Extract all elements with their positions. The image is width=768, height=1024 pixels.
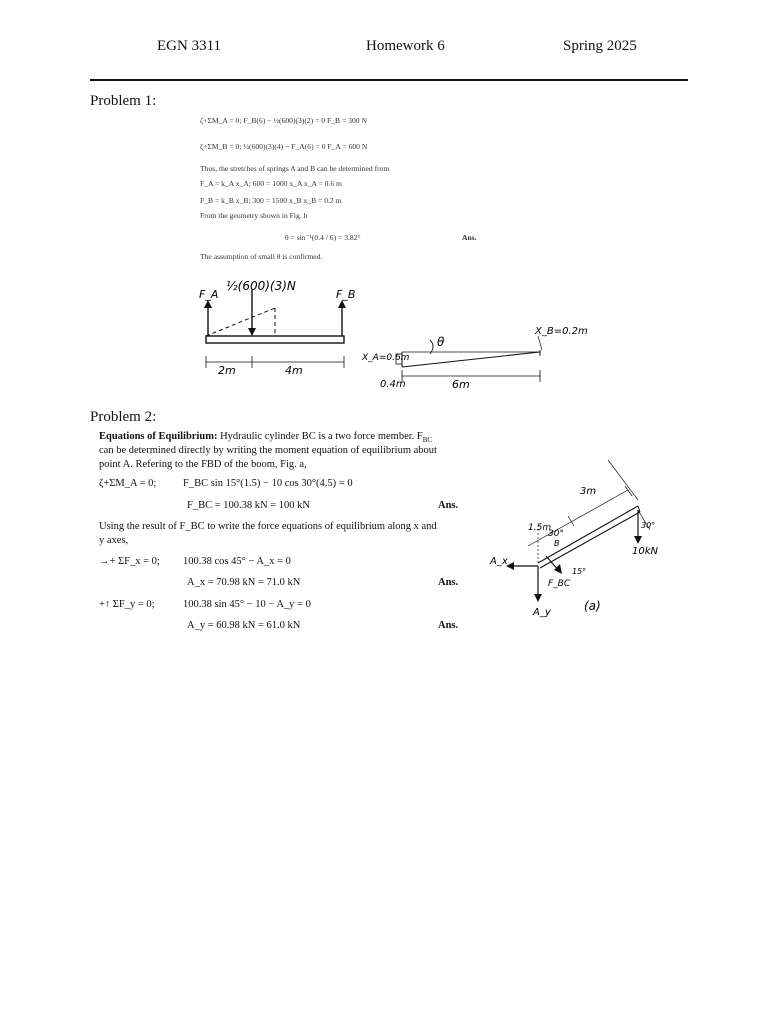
- p1-line-8: The assumption of small θ is confirmed.: [200, 252, 323, 261]
- fa-arrowhead: [204, 300, 212, 308]
- fb-arrowhead: [338, 300, 346, 308]
- angle-30-left: 30°: [548, 529, 564, 539]
- p2-intro-sub: BC: [422, 436, 433, 445]
- p2-eq2-left: →+ ΣF_x = 0;: [99, 556, 160, 567]
- p2-intro-line-1: [99, 431, 432, 444]
- p2-eq3-result: A_y = 60.98 kN = 61.0 kN: [187, 620, 301, 631]
- dim-04m: 0.4m: [380, 379, 406, 390]
- p1-line-5: F_B = k_B x_B; 300 = 1500 x_B x_B = 0.2 m: [200, 196, 342, 205]
- p1-line-3: Thus, the stretches of springs A and B can be determined from: [200, 164, 390, 173]
- p1-ans-label: Ans.: [462, 233, 477, 242]
- dim-6m: 6m: [452, 378, 470, 391]
- problem1-heading: Problem 1:: [90, 93, 157, 109]
- problem1-figure: [190, 272, 588, 392]
- p2-intro-rest: Hydraulic cylinder BC is a two force member. F: [217, 431, 423, 442]
- p2-using-line-1: Using the result of F_BC to write the force equations of equilibrium along x and: [99, 521, 437, 532]
- p2-eq1-left: ζ+ΣM_A = 0;: [99, 478, 157, 489]
- p1-line-4: F_A = k_A x_A; 600 = 1000 x_A x_A = 0.6 m: [200, 179, 342, 188]
- dim-4m: 4m: [285, 364, 303, 377]
- p2-ans-3: Ans.: [438, 620, 459, 631]
- resultant-arrowhead: [248, 328, 256, 336]
- p2-eq1-right: F_BC sin 15°(1.5) − 10 cos 30°(4.5) = 0: [183, 478, 353, 489]
- xb-label: X_B=0.2m: [535, 326, 588, 337]
- b-label: B: [554, 539, 560, 548]
- p2-eq3-left: +↑ ΣF_y = 0;: [99, 599, 155, 610]
- p1-line-2: ζ+ΣM_B = 0; ½(600)(3)(4) − F_A(6) = 0 F_A = 600 N: [200, 142, 368, 151]
- p2-intro-line-2: can be determined directly by writing the moment equation of equilibrium about: [99, 445, 437, 456]
- angle-30-right: 30°: [641, 521, 656, 530]
- p2-ans-2: Ans.: [438, 577, 459, 588]
- ay-label: A_y: [533, 607, 551, 618]
- load-arrowhead: [634, 536, 642, 544]
- p2-eq2-result: A_x = 70.98 kN = 71.0 kN: [187, 577, 301, 588]
- p2-intro-line-3: point A. Refering to the FBD of the boom, Fig. a,: [99, 459, 307, 470]
- p1-line-6: From the geometry shown in Fig. b: [200, 211, 308, 220]
- term-label: Spring 2025: [563, 38, 637, 54]
- fb-label: F_B: [336, 288, 356, 301]
- p1-line-7: θ = sin⁻¹(0.4 / 6) = 3.82°: [285, 233, 361, 242]
- xa-label: X_A=0.6m: [362, 353, 410, 363]
- len-3m: 3m: [580, 486, 597, 497]
- load-label: 10kN: [632, 546, 658, 557]
- boom-dimension: [528, 490, 628, 546]
- problem2-figure: [488, 460, 688, 625]
- beam: [206, 336, 344, 343]
- p2-ans-1: Ans.: [438, 500, 459, 511]
- fa-label: F_A: [199, 288, 219, 301]
- len-15m: 1.5m: [528, 523, 552, 533]
- header-rule: [90, 79, 688, 81]
- p2-using-line-2: y axes,: [99, 535, 129, 546]
- ax-label: A_x: [490, 556, 508, 567]
- p1-line-1: ζ+ΣM_A = 0; F_B(6) − ½(600)(3)(2) = 0 F_B = 300 N: [200, 116, 367, 125]
- course-code: EGN 3311: [157, 38, 222, 54]
- fbc-label: F_BC: [548, 579, 571, 589]
- p2-intro-bold: Equations of Equilibrium:: [99, 431, 218, 442]
- p2-eq2-right: 100.38 cos 45° − A_x = 0: [183, 556, 291, 567]
- theta-label: θ: [437, 335, 445, 349]
- figure-caption: (a): [584, 599, 601, 613]
- triangular-load-edge: [206, 308, 275, 336]
- problem2-heading: Problem 2:: [90, 409, 157, 425]
- p2-eq3-right: 100.38 sin 45° − 10 − A_y = 0: [183, 599, 311, 610]
- document-title: Homework 6: [366, 38, 445, 54]
- fbc-arrowhead: [554, 564, 562, 574]
- dim-2m: 2m: [218, 364, 236, 377]
- tilted-bar: [402, 352, 540, 367]
- load-label: ½(600)(3)N: [226, 279, 296, 293]
- p2-eq1-result: F_BC = 100.38 kN = 100 kN: [187, 500, 310, 511]
- angle-15: 15°: [572, 567, 587, 576]
- ay-arrowhead: [534, 594, 542, 602]
